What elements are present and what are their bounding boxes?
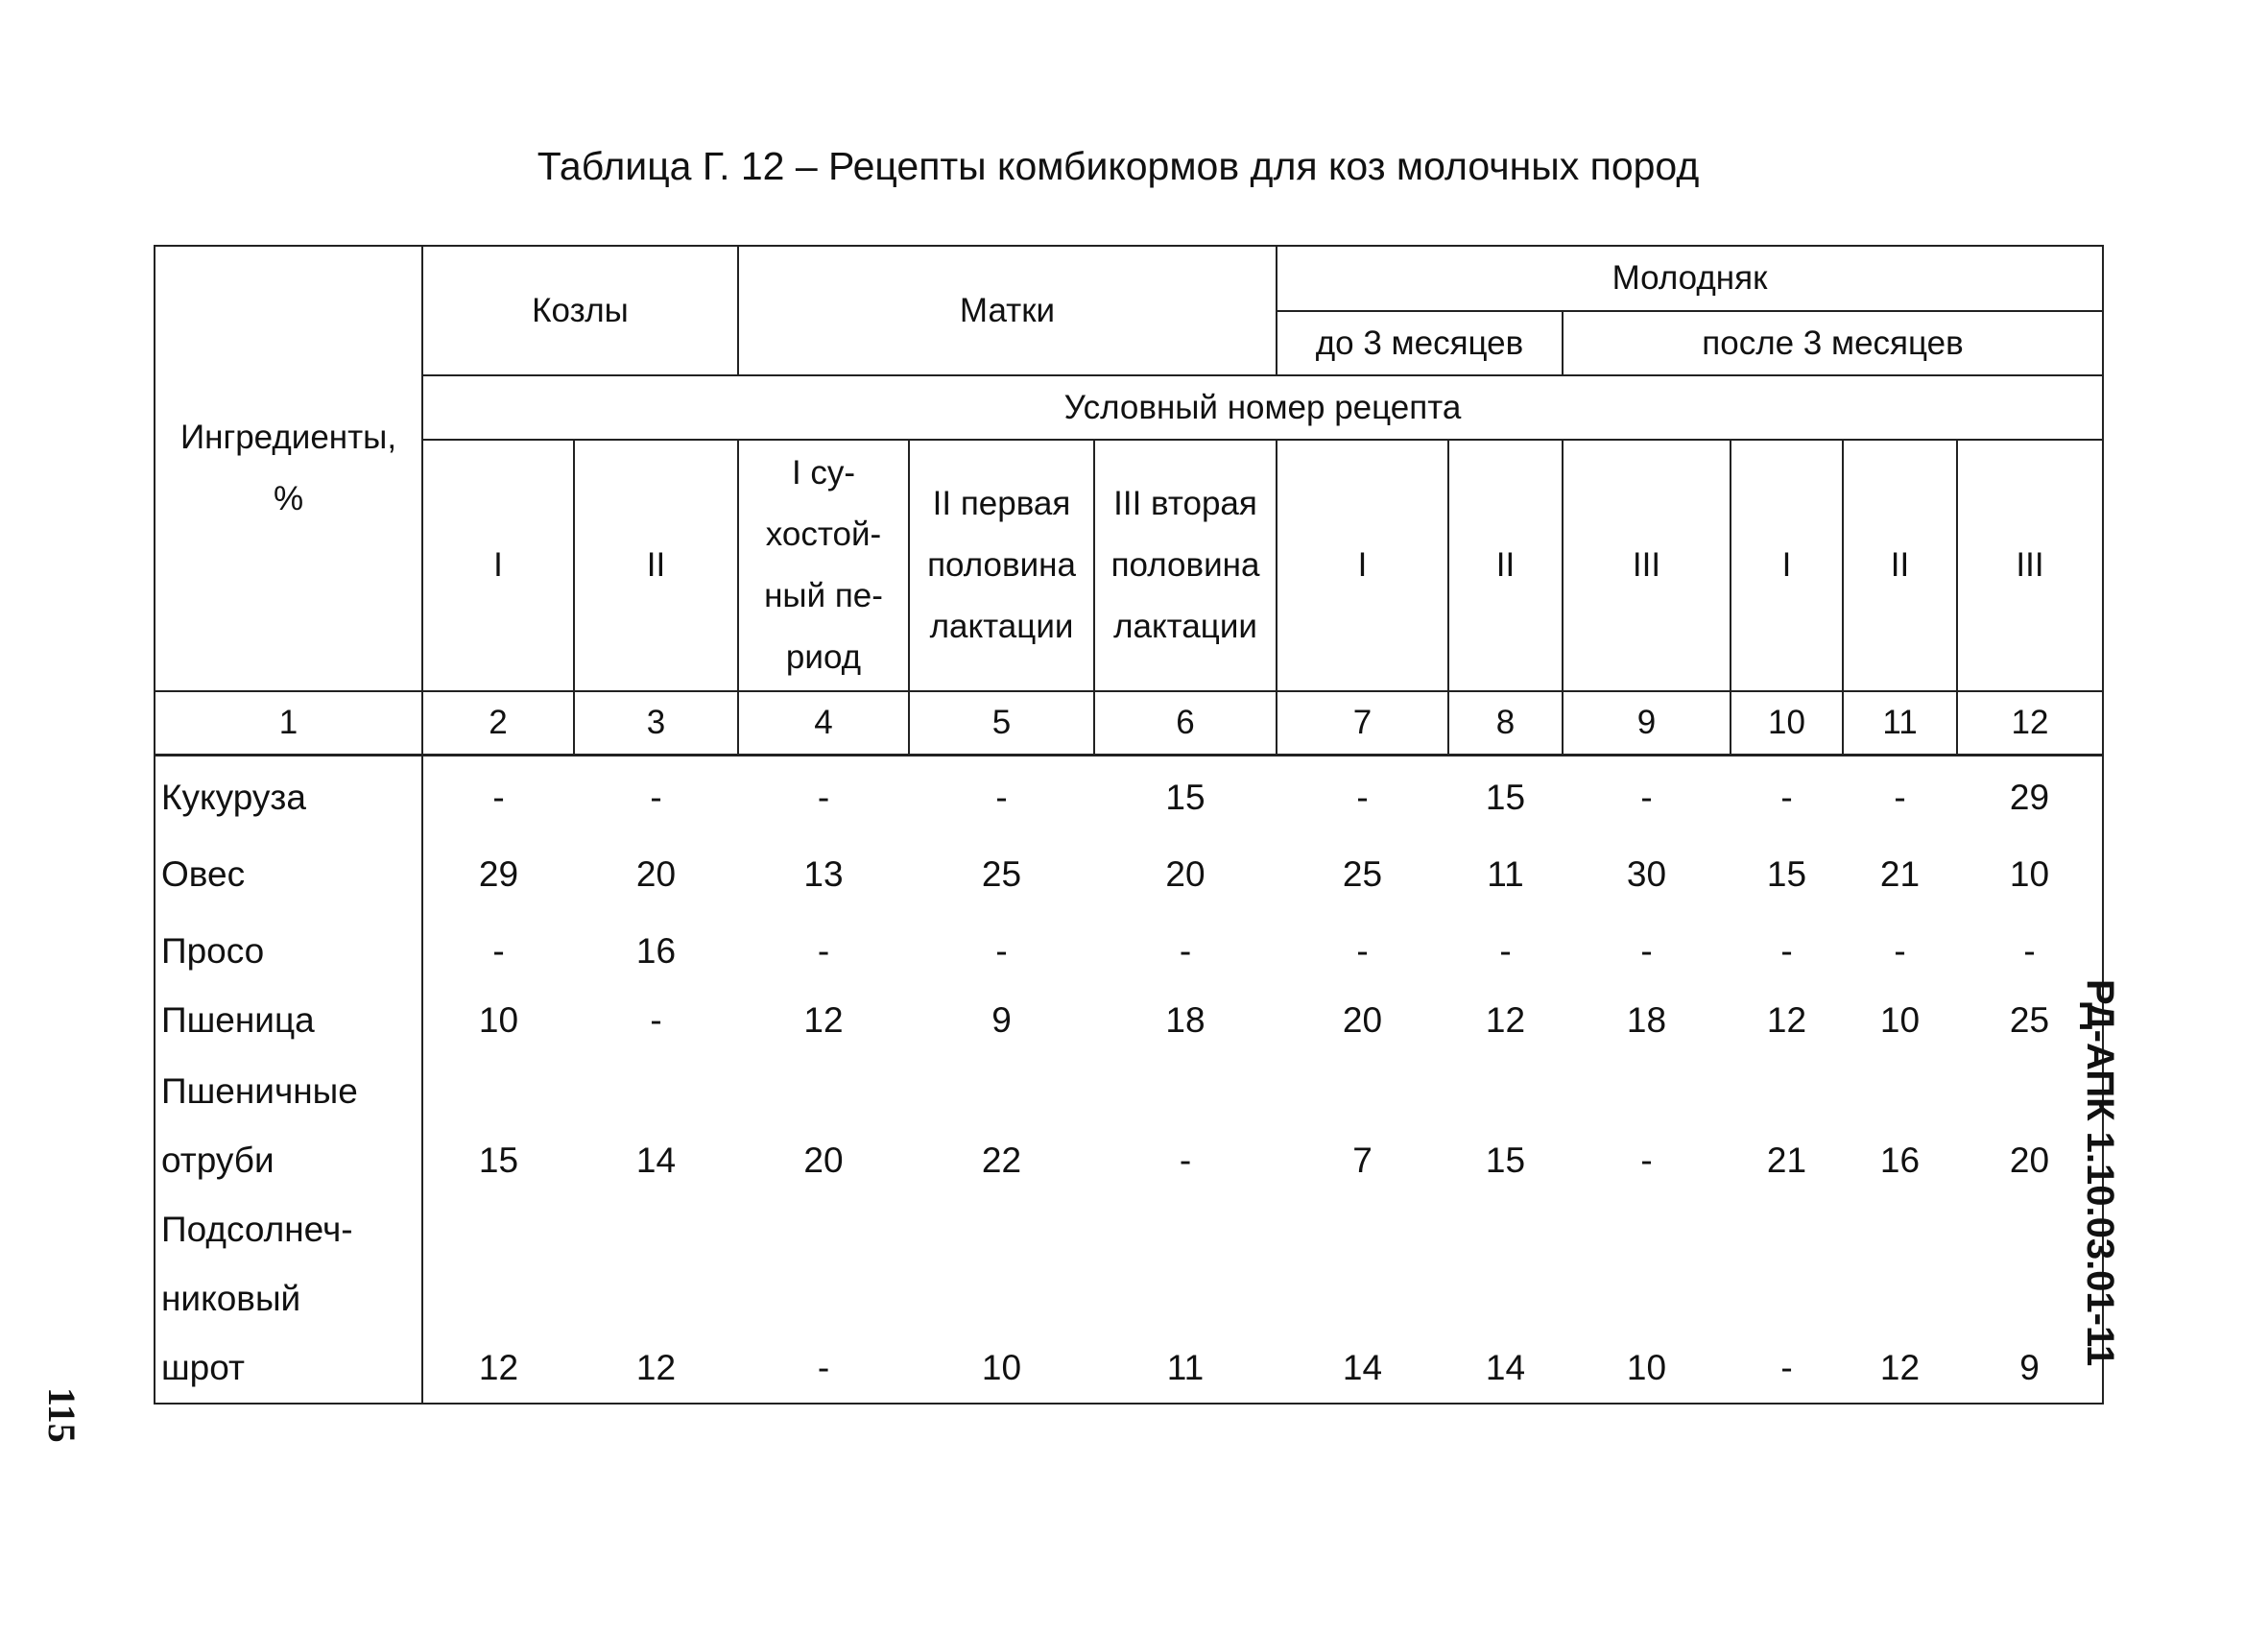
- table-cell: -: [1957, 909, 2103, 986]
- ingredient-label: Подсолнеч- никовый шрот: [155, 1195, 422, 1404]
- table-cell: 21: [1879, 853, 1921, 894]
- table-cell: -: [1640, 1140, 1653, 1180]
- header-do-3-months: до 3 месяцев: [1277, 311, 1563, 375]
- header-col-11: II: [1843, 440, 1957, 691]
- table-row: [155, 756, 2103, 832]
- col-number: 10: [1731, 691, 1843, 756]
- table-cell: -: [1640, 930, 1653, 971]
- table-cell: 14: [1277, 1195, 1448, 1404]
- table-row: [155, 986, 2103, 1055]
- header-recipe-number: Условный номер рецепта: [422, 375, 2103, 440]
- table-cell: -: [995, 777, 1008, 817]
- table-cell: 11: [1487, 853, 1524, 894]
- table-cell: 10: [1957, 832, 2103, 909]
- table-cell: 16: [1879, 1140, 1921, 1180]
- table-cell: -: [1780, 777, 1793, 817]
- table-cell: -: [1731, 1195, 1843, 1404]
- table-cell: 22: [981, 1140, 1022, 1180]
- table-cell: 10: [909, 1195, 1094, 1404]
- header-molodnyak: Молодняк: [1277, 246, 2103, 311]
- table-cell: 12: [422, 1195, 574, 1404]
- ingredient-label: Пшеница: [155, 986, 422, 1055]
- table-cell: 15: [478, 1140, 519, 1180]
- table-cell: 11: [1094, 1195, 1277, 1404]
- table-cell: 20: [1957, 1055, 2103, 1195]
- table-cell: 20: [803, 1140, 844, 1180]
- table-cell: -: [1356, 930, 1369, 971]
- table-row: [155, 832, 2103, 909]
- table-cell: 21: [1766, 1140, 1807, 1180]
- table-cell: -: [650, 777, 662, 817]
- table-cell: 18: [1165, 999, 1206, 1040]
- table-cell: -: [492, 930, 505, 971]
- table-cell: 10: [1879, 999, 1921, 1040]
- table-cell: 10: [1563, 1195, 1731, 1404]
- col-number: 1: [155, 691, 422, 756]
- table-cell: 9: [1957, 1195, 2103, 1404]
- header-after-3-months: после 3 месяцев: [1563, 311, 2103, 375]
- header-col-3: II: [574, 440, 738, 691]
- table-cell: -: [995, 930, 1008, 971]
- page-number: 115: [40, 1387, 84, 1443]
- table-cell: -: [1179, 930, 1192, 971]
- table-cell: -: [1179, 1140, 1192, 1180]
- table-cell: 20: [635, 853, 677, 894]
- header-col-2: I: [422, 440, 574, 691]
- table-cell: 16: [635, 930, 677, 971]
- ingredient-label: Просо: [155, 909, 422, 986]
- table-cell: 15: [1766, 853, 1807, 894]
- header-kozly: Козлы: [422, 246, 738, 375]
- table-cell: 29: [478, 853, 519, 894]
- header-ingredients: Ингредиенты, %: [155, 246, 422, 691]
- table-row: [155, 1195, 2103, 1404]
- table-cell: 12: [574, 1195, 738, 1404]
- table-row: [155, 1055, 2103, 1195]
- header-col-8: II: [1448, 440, 1563, 691]
- col-number: 2: [422, 691, 574, 756]
- table-cell: 10: [478, 999, 519, 1040]
- header-col-4: I су- хостой- ный пе- риод: [738, 440, 909, 691]
- header-col-7: I: [1277, 440, 1448, 691]
- table-cell: 9: [991, 999, 1012, 1040]
- table-cell: -: [1356, 777, 1369, 817]
- col-number: 6: [1094, 691, 1277, 756]
- table-cell: 15: [1485, 777, 1526, 817]
- col-number: 4: [738, 691, 909, 756]
- table-cell: -: [817, 777, 830, 817]
- header-col-10: I: [1731, 440, 1843, 691]
- table-cell: -: [1780, 930, 1793, 971]
- table-cell: 25: [981, 853, 1022, 894]
- header-col-9: III: [1563, 440, 1731, 691]
- col-number: 7: [1277, 691, 1448, 756]
- table-cell: -: [1894, 777, 1906, 817]
- table-title: Таблица Г. 12 – Рецепты комбикормов для коз молочных пород: [537, 144, 1700, 188]
- table-cell: -: [1894, 930, 1906, 971]
- column-number-row: [155, 691, 2103, 756]
- table-cell: -: [738, 1195, 909, 1404]
- table-cell: 12: [803, 999, 844, 1040]
- table-cell: 15: [1165, 777, 1206, 817]
- table-cell: 12: [1766, 999, 1807, 1040]
- ingredient-label: Овес: [155, 832, 422, 909]
- header-matki: Матки: [738, 246, 1277, 375]
- table-cell: 25: [1957, 986, 2103, 1055]
- table-cell: 15: [1485, 1140, 1526, 1180]
- table-cell: 25: [1342, 853, 1383, 894]
- table-cell: 18: [1626, 999, 1667, 1040]
- header-col-5: II первая половина лактации: [909, 440, 1094, 691]
- table-cell: -: [1499, 930, 1512, 971]
- table-cell: -: [492, 777, 505, 817]
- table-cell: 30: [1626, 853, 1667, 894]
- table-cell: 12: [1843, 1195, 1957, 1404]
- header-col-6: III вторая половина лактации: [1094, 440, 1277, 691]
- table-cell: 13: [803, 853, 844, 894]
- table-cell: -: [817, 930, 830, 971]
- col-number: 5: [909, 691, 1094, 756]
- table-cell: 14: [1448, 1195, 1563, 1404]
- table-cell: 7: [1352, 1140, 1373, 1180]
- col-number: 9: [1563, 691, 1731, 756]
- table-cell: -: [650, 999, 662, 1040]
- table-cell: 20: [1342, 999, 1383, 1040]
- table-cell: 12: [1485, 999, 1526, 1040]
- col-number: 8: [1448, 691, 1563, 756]
- ingredient-label: Кукуруза: [155, 756, 422, 832]
- document-code: РД-АПК 1.10.03.01-11: [2079, 979, 2121, 1367]
- table-cell: 29: [1957, 756, 2103, 832]
- table-row: [155, 909, 2103, 986]
- feed-recipes-table: [154, 245, 2104, 1405]
- header-col-12: III: [1957, 440, 2103, 691]
- table-cell: -: [1640, 777, 1653, 817]
- ingredient-label: Пшеничные отруби: [155, 1055, 422, 1195]
- col-number: 3: [574, 691, 738, 756]
- col-number: 12: [1957, 691, 2103, 756]
- table-cell: 20: [1165, 853, 1206, 894]
- col-number: 11: [1843, 691, 1957, 756]
- table-cell: 14: [635, 1140, 677, 1180]
